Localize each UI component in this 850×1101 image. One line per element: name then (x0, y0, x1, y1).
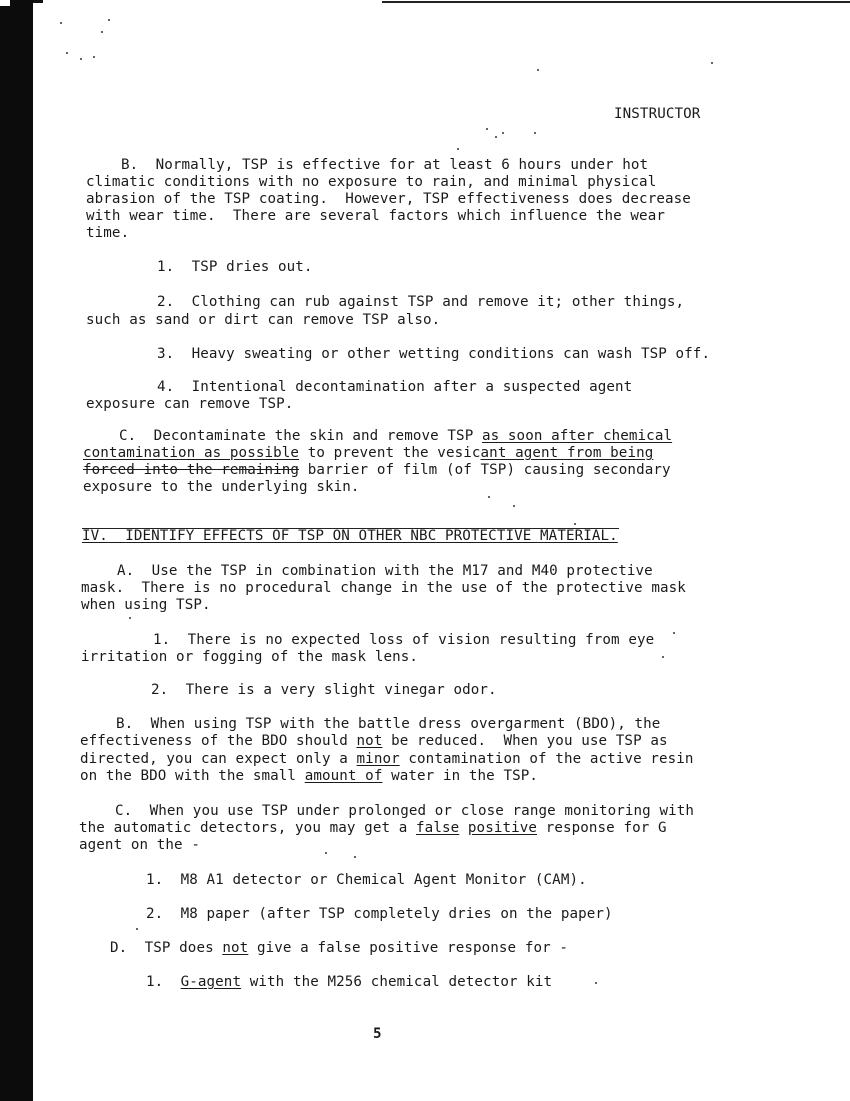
paragraph-text: mask. There is no procedural change in the use of the protective mask (81, 580, 686, 596)
list-text: Clothing can rub against TSP and remove it; other things, (191, 294, 685, 310)
scan-speck (595, 982, 597, 984)
instructor-header: INSTRUCTOR (614, 106, 701, 122)
paragraph-text: climatic conditions with no exposure to rain, and minimal physical (86, 174, 657, 190)
section-title: IDENTIFY EFFECTS OF TSP ON OTHER NBC PROTECTIVE MATERIAL. (125, 528, 618, 544)
list-number: 2. (151, 682, 169, 698)
scan-speck (108, 19, 110, 21)
paragraph-text: When you use TSP under prolonged or close range monitoring with (149, 803, 695, 819)
paragraph-text: Use the TSP in combination with the M17 and M40 protective (151, 563, 653, 579)
paragraph-text: When using TSP with the battle dress overgarment (BDO), the (150, 716, 661, 732)
list-number: 4. (157, 379, 175, 395)
scan-speck (101, 31, 103, 33)
paragraph-text: to prevent the vesic (299, 445, 481, 461)
paragraph-text: be reduced. When you use TSP as (382, 733, 668, 749)
list-text: with the M256 chemical detector kit (241, 974, 553, 990)
paragraph-text: abrasion of the TSP coating. However, TSP effectiveness does decrease (86, 191, 691, 207)
paragraph-text: Normally, TSP is effective for at least 6 hours under hot (155, 157, 649, 173)
scan-speck (325, 852, 327, 854)
scan-speck (502, 132, 504, 134)
paragraph-text: exposure to the underlying skin. (83, 479, 360, 495)
paragraph-text: water in the TSP. (382, 768, 539, 784)
list-number: 2. (146, 906, 164, 922)
list-item (146, 872, 587, 889)
list-text: irritation or fogging of the mask lens. (81, 649, 419, 665)
paragraph-text (459, 820, 468, 836)
underlined-text: not (356, 733, 383, 749)
paragraph-text: agent on the - (79, 837, 200, 853)
list-text: such as sand or dirt can remove TSP also. (86, 312, 441, 328)
paragraph-text: give a false positive response for - (248, 940, 569, 956)
scan-speck (66, 52, 68, 54)
list-text: TSP dries out. (191, 259, 313, 275)
scan-speck (662, 656, 664, 658)
scan-speck (534, 132, 536, 134)
list-number: 3. (157, 346, 175, 362)
underlined-text: false (416, 820, 460, 836)
paragraph-marker: D. (110, 940, 128, 956)
list-number: 1. (146, 872, 164, 888)
list-item (146, 906, 613, 923)
paragraph-marker: B. (116, 716, 134, 732)
paragraph-marker: C. (119, 428, 137, 444)
list-number: 2. (157, 294, 175, 310)
scan-top-mark (33, 0, 43, 3)
list-number: 1. (146, 974, 164, 990)
scan-speck (93, 56, 95, 58)
scan-speck (673, 632, 675, 634)
scan-speck (486, 128, 488, 130)
scan-speck (513, 505, 515, 507)
scan-speck (711, 62, 713, 64)
paragraph-text: directed, you can expect only a (80, 751, 357, 767)
list-item (151, 682, 497, 699)
scan-speck (136, 928, 138, 930)
list-number: 1. (157, 259, 175, 275)
paragraph-text: the automatic detectors, you may get a (79, 820, 417, 836)
paragraph-text: with wear time. There are several factors which influence the wear (86, 208, 665, 224)
list-item (153, 632, 654, 649)
paragraph-marker: A. (117, 563, 135, 579)
list-text: There is no expected loss of vision resulting from eye (187, 632, 655, 648)
scan-speck (354, 856, 356, 858)
list-item (157, 294, 684, 311)
underlined-text: not (222, 940, 249, 956)
scan-speck (574, 523, 576, 525)
scan-edge-bar (0, 0, 33, 1101)
list-text: M8 paper (after TSP completely dries on the paper) (180, 906, 613, 922)
paragraph-text: barrier of film (of TSP) causing secondary (299, 462, 671, 478)
paragraph-text: response for G (537, 820, 667, 836)
paragraph-text: contamination of the active resin (399, 751, 694, 767)
scan-speck (80, 58, 82, 60)
underlined-text: positive (467, 820, 538, 836)
list-text: There is a very slight vinegar odor. (185, 682, 497, 698)
paragraph-text: time. (86, 225, 130, 241)
list-text: exposure can remove TSP. (86, 396, 294, 412)
list-text: M8 A1 detector or Chemical Agent Monitor (CAM). (180, 872, 587, 888)
underlined-text: ant agent from being (480, 445, 654, 461)
list-text: Intentional decontamination after a suspected agent (191, 379, 633, 395)
list-text: Heavy sweating or other wetting conditions can wash TSP off. (191, 346, 711, 362)
paragraph-text: on the BDO with the small (80, 768, 305, 784)
paragraph-text: when using TSP. (81, 597, 211, 613)
paragraph-text: TSP does (144, 940, 223, 956)
list-number: 1. (153, 632, 171, 648)
struck-text: forced into the remaining (83, 462, 300, 478)
underlined-text: amount of (304, 768, 383, 784)
section-numeral: IV. (82, 528, 108, 544)
paragraph-text: Decontaminate the skin and remove TSP (153, 428, 482, 444)
scan-speck (488, 496, 490, 498)
underlined-text: contamination as possible (83, 445, 300, 461)
scan-speck (537, 69, 539, 71)
list-item (157, 259, 313, 276)
list-item (157, 346, 710, 363)
underlined-text: minor (356, 751, 400, 767)
list-item (157, 379, 632, 396)
paragraph-marker: B. (121, 157, 139, 173)
page-number: 5 (373, 1026, 382, 1042)
underlined-text: as soon after chemical (481, 428, 673, 444)
paragraph-marker: C. (115, 803, 133, 819)
section-iv-heading (82, 528, 618, 545)
scan-speck (60, 22, 62, 24)
list-item (146, 974, 552, 991)
scan-speck (129, 617, 131, 619)
underlined-text: G-agent (180, 974, 242, 990)
scan-speck (495, 136, 497, 138)
scan-top-rule (382, 1, 850, 3)
scan-speck (457, 148, 459, 150)
scan-edge-notch (0, 0, 10, 6)
paragraph-text: effectiveness of the BDO should (80, 733, 357, 749)
